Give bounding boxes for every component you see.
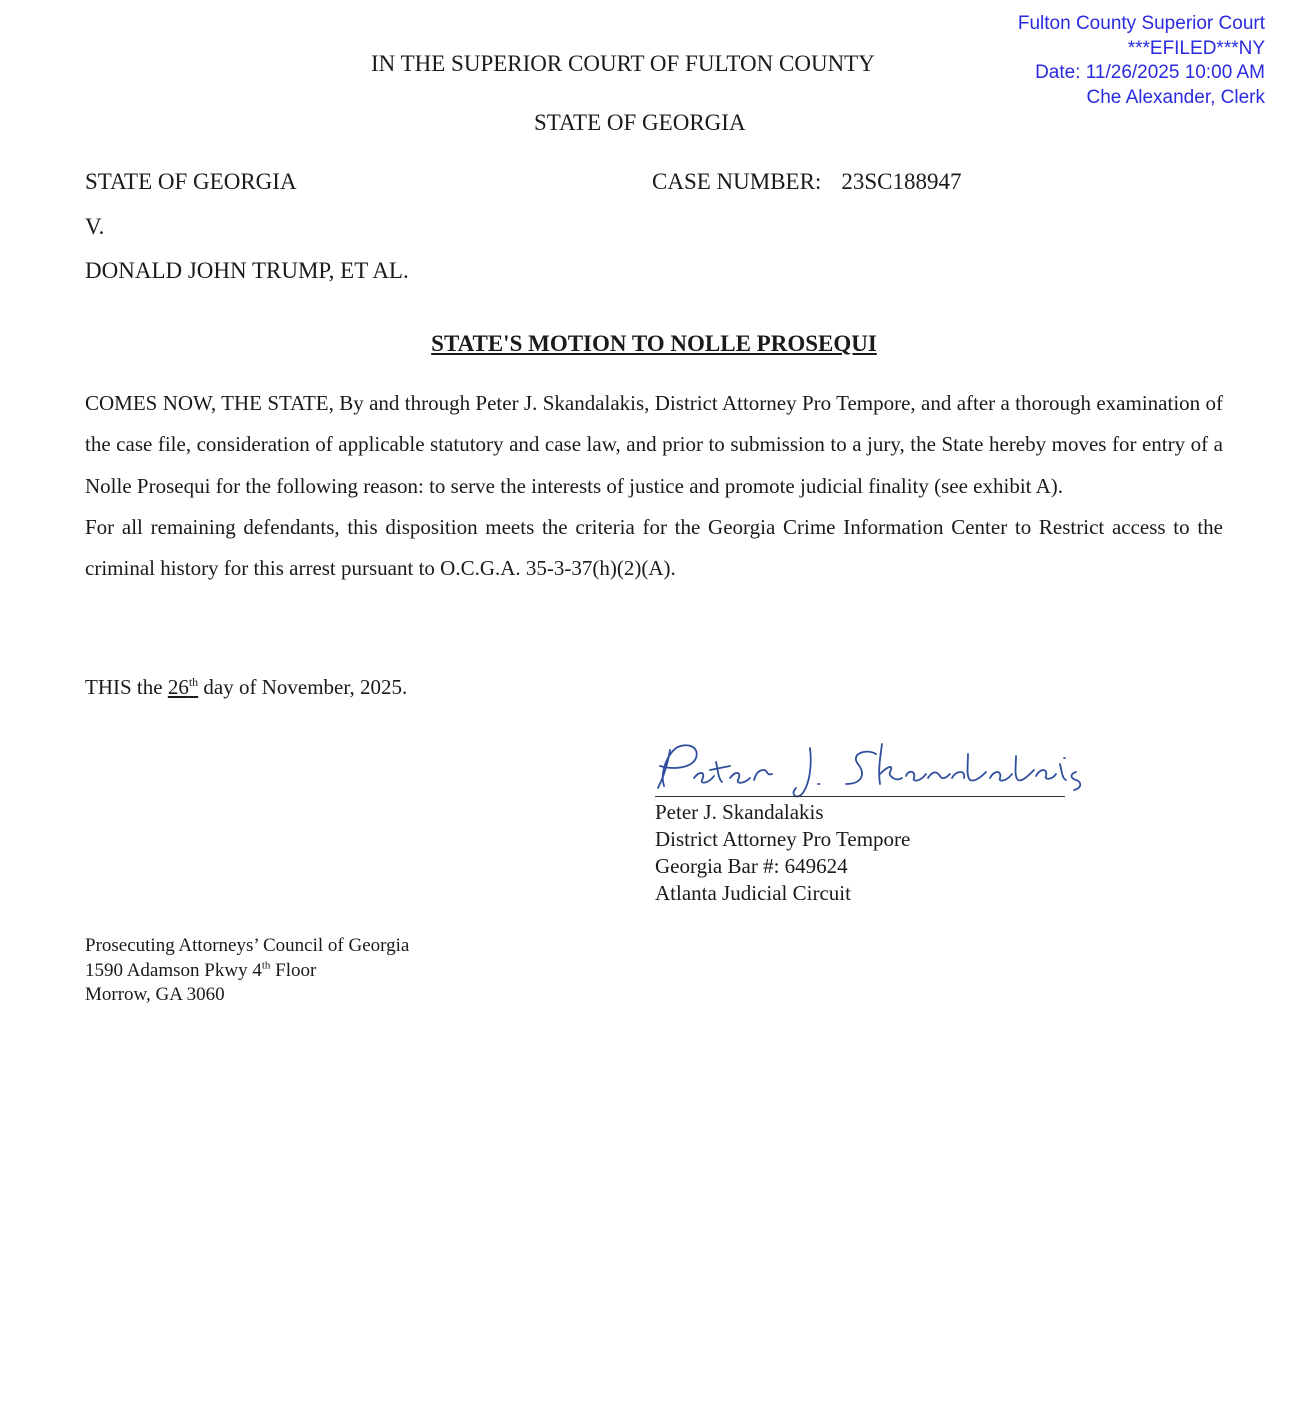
motion-title: STATE'S MOTION TO NOLLE PROSEQUI xyxy=(431,331,877,356)
dated-day-suffix: th xyxy=(188,675,199,689)
address-block xyxy=(85,934,409,1008)
address-org: Prosecuting Attorneys’ Council of Georgia xyxy=(85,935,410,956)
handwritten-signature xyxy=(650,734,1090,798)
address-street-rest: Floor xyxy=(275,959,317,981)
stamp-status: ***EFILED***NY xyxy=(1127,37,1265,59)
stamp-clerk: Che Alexander, Clerk xyxy=(1086,86,1265,108)
motion-body xyxy=(85,383,1223,589)
efiling-stamp xyxy=(1018,12,1265,110)
court-title: IN THE SUPERIOR COURT OF FULTON COUNTY xyxy=(371,51,875,76)
address-street-prefix: 1590 Adamson Pkwy 4 xyxy=(85,959,262,981)
motion-paragraph-2: For all remaining defendants, this disposition meets the criteria for the Georgia Crime Information Center to Restrict access to the criminal history for this arrest pursuant to O.C.G.A. 35-3-37(h)(2)(A). xyxy=(85,514,1223,581)
stamp-court: Fulton County Superior Court xyxy=(1017,13,1265,34)
signature-line xyxy=(655,796,1065,797)
motion-paragraph-1: COMES NOW, THE STATE, By and through Peter J. Skandalakis, District Attorney Pro Tempore, and after a thorough examination of the case file, consideration of applicable statutory and case law, and prior to submission to a jury, the State hereby moves for entry of a Nolle Prosequi for the following reason: to serve the interests of justice and promote judicial finality (see exhibit A). xyxy=(85,391,1223,498)
address-street xyxy=(85,959,409,984)
case-number-label: CASE NUMBER: xyxy=(652,169,822,194)
signer-name: Peter J. Skandalakis xyxy=(655,800,824,824)
dated-rest: day of November, 2025. xyxy=(203,675,408,699)
caption-defendant: DONALD JOHN TRUMP, ET AL. xyxy=(85,258,409,283)
court-state: STATE OF GEORGIA xyxy=(534,110,746,135)
signature-block xyxy=(655,799,910,907)
signer-bar-number: Georgia Bar #: 649624 xyxy=(655,854,848,878)
case-number-line xyxy=(652,169,961,195)
dated-line xyxy=(85,675,407,700)
signer-circuit: Atlanta Judicial Circuit xyxy=(655,881,851,905)
caption-plaintiff: STATE OF GEORGIA xyxy=(85,169,297,194)
dated-prefix: THIS the xyxy=(85,675,163,699)
case-number-value: 23SC188947 xyxy=(841,169,962,194)
address-street-suffix: th xyxy=(261,959,271,972)
stamp-date: Date: 11/26/2025 10:00 AM xyxy=(1035,62,1265,83)
caption-versus: V. xyxy=(85,214,105,239)
dated-day-number: 26 xyxy=(167,675,189,699)
dated-day xyxy=(168,675,198,699)
address-city: Morrow, GA 3060 xyxy=(85,984,225,1005)
signer-title: District Attorney Pro Tempore xyxy=(655,827,911,851)
